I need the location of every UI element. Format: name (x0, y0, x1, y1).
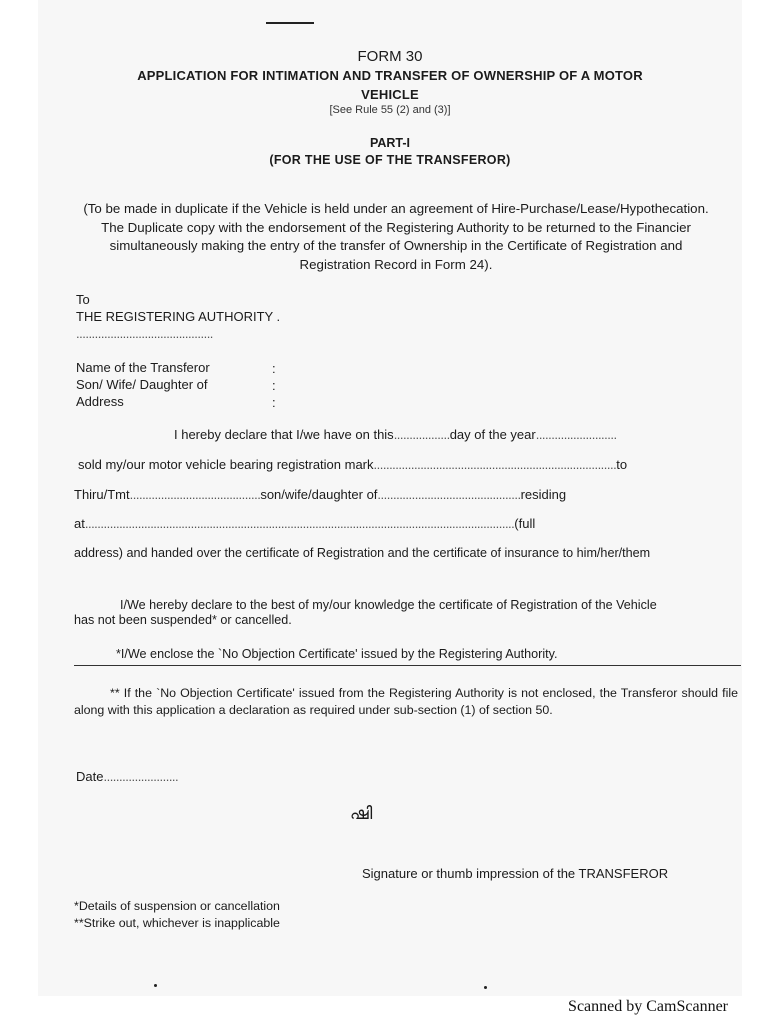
form-heading-line1: APPLICATION FOR INTIMATION AND TRANSFER OF OWNERSHIP OF A MOTOR (137, 68, 643, 83)
camscanner-watermark: Scanned by CamScanner (568, 998, 728, 1015)
fill-in-dots: .............................................................................. (373, 457, 617, 472)
fill-in-dots: .......................... (535, 427, 617, 442)
fill-in-dots: .................. (393, 427, 450, 442)
fill-in-dots: ........................ (103, 769, 179, 784)
date-field (76, 769, 178, 784)
address-authority: THE REGISTERING AUTHORITY . (76, 309, 281, 324)
rule-reference: [See Rule 55 (2) and (3)] (329, 104, 451, 116)
declaration-text: residing (520, 487, 567, 502)
footnote-suspension: *Details of suspension or cancellation (74, 899, 280, 913)
form-title: FORM 30 (357, 48, 423, 65)
declaration-text: Thiru/Tmt (74, 487, 130, 502)
knowledge-line1: I/We hereby declare to the best of my/our knowledge the certificate of Registration of the Vehicle (120, 598, 657, 612)
intro-note: (To be made in duplicate if the Vehicle is held under an agreement of Hire-Purchase/Lease/Hypothecation. The Duplicate copy with the endorsement of the Registering Authority to be returned to the Financier simultaneously making the entry of the transfer of Ownership in the Certificate of Registration and Registration Record in Form 24). (83, 201, 709, 272)
fill-in-dots: .......................................... (129, 487, 261, 502)
divider-line (74, 665, 741, 666)
declaration-line4 (74, 516, 535, 531)
noc-footnote: ** If the `No Objection Certificate' issued from the Registering Authority is not enclosed, the Transferor should file along with this application a declaration as required under sub-section (1) of section 50. (74, 686, 738, 717)
part-subtitle: (FOR THE USE OF THE TRANSFEROR) (269, 153, 511, 167)
top-rule (266, 22, 314, 24)
field-address: Address (76, 394, 124, 409)
noc-statement: *I/We enclose the `No Objection Certificate' issued by the Registering Authority. (116, 647, 558, 661)
declaration-text: I hereby declare that I/we have on this (174, 427, 394, 442)
declaration-text: at (74, 516, 85, 531)
signature-caption: Signature or thumb impression of the TRANSFEROR (362, 866, 669, 881)
field-transferor-name: Name of the Transferor (76, 360, 210, 375)
fill-in-dots: .............................................. (377, 487, 521, 502)
declaration-line2 (78, 457, 627, 472)
declaration-text: day of the year (449, 427, 536, 442)
field-relation: Son/ Wife/ Daughter of (76, 377, 208, 392)
address-to: To (76, 292, 90, 307)
field-colon: : (272, 378, 276, 393)
fill-in-dots: .......................................................................................................................................... (84, 516, 515, 531)
declaration-text: son/wife/daughter of (260, 487, 378, 502)
form-page (38, 0, 742, 996)
scan-speck (154, 984, 157, 987)
declaration-text: (full (514, 516, 536, 531)
address-dots: ............................................ (76, 326, 213, 341)
knowledge-line2: has not been suspended* or cancelled. (74, 613, 292, 627)
part-title: PART-I (369, 136, 411, 150)
field-colon: : (272, 395, 276, 410)
form-heading-line2: VEHICLE (361, 87, 419, 102)
signature-mark: ഷി (350, 804, 373, 824)
declaration-text: to (616, 457, 628, 472)
scan-speck (484, 986, 487, 989)
date-label: Date (76, 769, 104, 784)
field-colon: : (272, 361, 276, 376)
declaration-text: sold my/our motor vehicle bearing registration mark (78, 457, 374, 472)
declaration-line3 (74, 487, 566, 502)
declaration-line5: address) and handed over the certificate of Registration and the certificate of insurance to him/her/them (74, 546, 651, 560)
footnote-strikeout: **Strike out, whichever is inapplicable (74, 916, 280, 930)
declaration-line1 (174, 427, 617, 442)
form-heading (98, 66, 682, 104)
